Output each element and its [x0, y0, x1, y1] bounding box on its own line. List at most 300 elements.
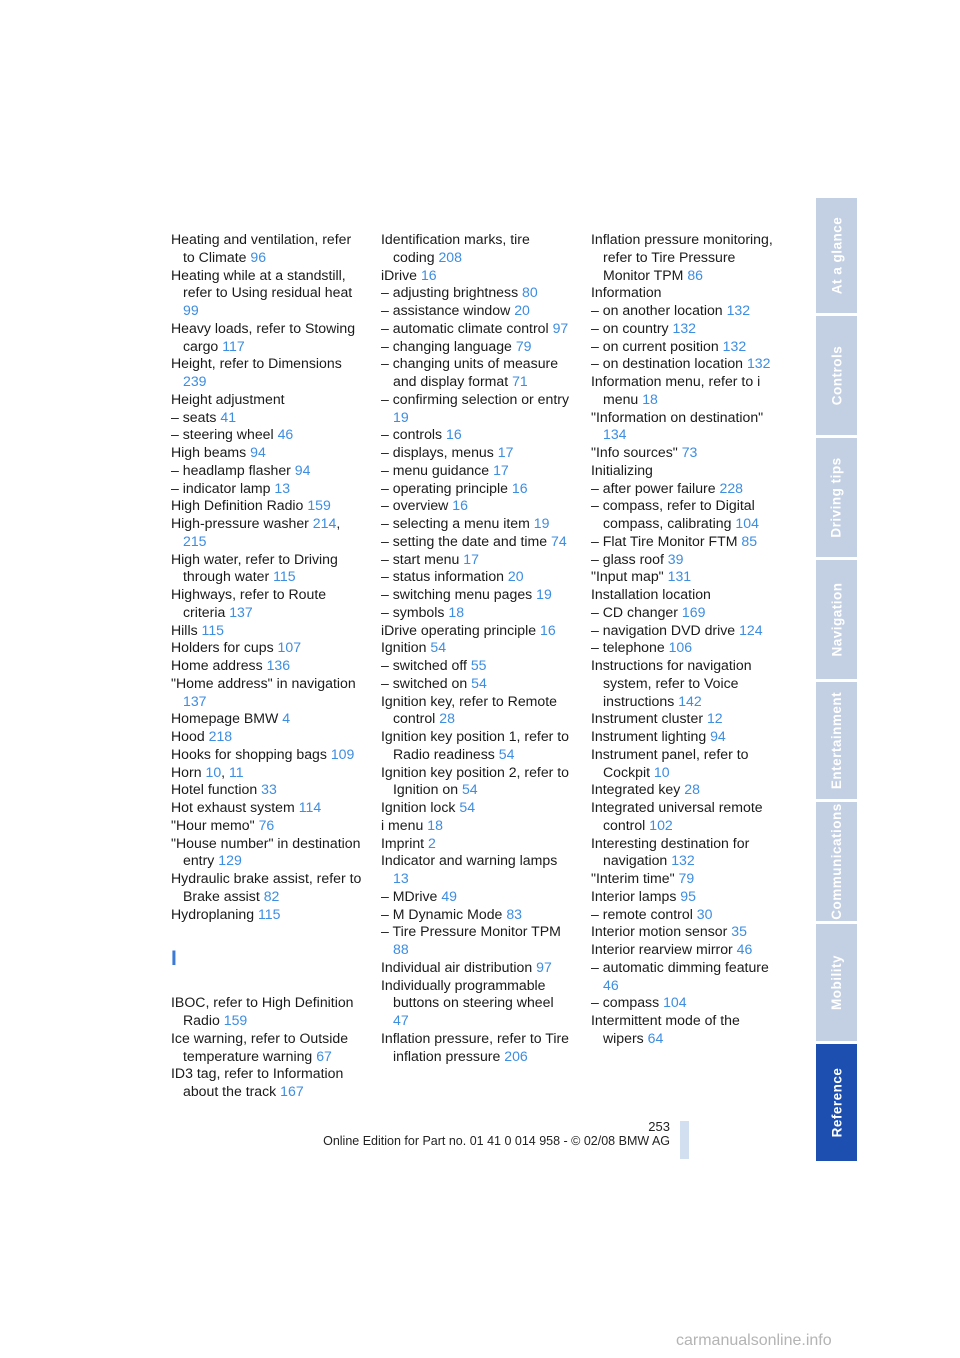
- index-entry-term: – selecting a menu item: [381, 515, 530, 531]
- page-link[interactable]: 13: [393, 870, 409, 886]
- page-number: 253: [648, 1119, 670, 1134]
- index-entry-term: "Interim time": [591, 870, 675, 886]
- page-separator: ,: [221, 763, 230, 780]
- page-link[interactable]: 124: [739, 621, 763, 638]
- index-entry-term: i menu: [381, 816, 424, 833]
- index-entry-term: – navigation DVD drive: [591, 621, 736, 638]
- index-entry: [171, 355, 363, 391]
- index-entry: [381, 515, 573, 533]
- index-entry-term: – setting the date and time: [381, 532, 548, 549]
- watermark: carmanualsonline.info: [676, 1332, 832, 1349]
- index-entry-term: – after power failure: [591, 479, 716, 496]
- page-link[interactable]: 134: [603, 426, 627, 443]
- index-entry-term: Highways, refer to Route criteria: [171, 586, 327, 620]
- page-link[interactable]: 104: [735, 515, 759, 531]
- page-link[interactable]: 132: [671, 852, 695, 869]
- index-entry-term: – overview: [381, 497, 449, 514]
- index-entry-term: Inflation pressure, refer to Tire inflation pressure: [381, 1029, 570, 1064]
- index-entry: [591, 568, 783, 586]
- index-entry: [591, 338, 783, 356]
- page-link[interactable]: 94: [710, 728, 726, 744]
- section-tab-label: Controls: [829, 345, 844, 406]
- index-entry: [591, 835, 783, 871]
- page-link[interactable]: 132: [672, 319, 697, 336]
- index-entry-term: – on country: [591, 319, 669, 336]
- page-link[interactable]: 132: [722, 337, 747, 354]
- page-link[interactable]: 129: [218, 852, 242, 869]
- page-link[interactable]: 55: [470, 657, 487, 673]
- index-entry-term: – Tire Pressure Monitor TPM: [381, 923, 561, 940]
- section-tab-navigation[interactable]: [816, 560, 857, 679]
- page-link[interactable]: 16: [511, 479, 528, 496]
- page-link[interactable]: 136: [266, 657, 291, 673]
- index-entry: [591, 551, 783, 569]
- index-entry: [171, 231, 363, 267]
- page-link[interactable]: 20: [514, 302, 530, 318]
- index-entry-term: – menu guidance: [381, 461, 490, 478]
- index-entry: [171, 586, 363, 622]
- index-entry-term: – switched off: [381, 657, 467, 673]
- index-entry-term: Ignition key position 1, refer to Radio readiness: [381, 728, 570, 762]
- page-link[interactable]: 41: [220, 408, 237, 425]
- section-tab-label: Mobility: [829, 955, 844, 1010]
- edition-note: Online Edition for Part no. 01 41 0 014 958 - © 02/08 BMW AG: [323, 1134, 670, 1148]
- page-link[interactable]: 106: [668, 639, 693, 656]
- page-link[interactable]: 13: [274, 479, 291, 496]
- index-entry: [171, 994, 363, 1030]
- index-entry: [171, 551, 363, 587]
- index-entry-term: – on current position: [591, 337, 719, 354]
- page-link[interactable]: 88: [393, 941, 409, 957]
- page-link[interactable]: 79: [515, 337, 532, 354]
- page-link[interactable]: 132: [746, 355, 771, 372]
- index-entry: [171, 781, 363, 799]
- section-tab-at-a-glance[interactable]: [816, 198, 857, 313]
- page-link[interactable]: 159: [223, 1012, 248, 1028]
- index-entry: [591, 923, 783, 941]
- page-link[interactable]: 19: [533, 515, 550, 531]
- index-entry-term: – changing language: [381, 337, 512, 354]
- page-link[interactable]: 12: [706, 710, 723, 727]
- index-entry-term: – start menu: [381, 550, 460, 567]
- page-link[interactable]: 142: [678, 692, 702, 709]
- page-link[interactable]: 218: [208, 728, 233, 744]
- index-entry: [381, 320, 573, 338]
- page-link[interactable]: 18: [642, 390, 658, 407]
- index-entry-term: Height, refer to Dimensions: [171, 355, 342, 372]
- page-link[interactable]: 28: [439, 710, 455, 727]
- index-entry: [591, 888, 783, 906]
- index-entry: [381, 355, 573, 391]
- index-entry-term: High Definition Radio: [171, 497, 304, 514]
- index-entry: [381, 338, 573, 356]
- page-link[interactable]: 20: [507, 568, 524, 585]
- index-entry-term: iDrive operating principle: [381, 621, 537, 638]
- index-entry-term: – CD changer: [591, 603, 678, 620]
- page-link[interactable]: 28: [684, 781, 700, 798]
- page-link[interactable]: 54: [471, 674, 487, 691]
- page-link[interactable]: 18: [427, 816, 443, 833]
- page-link[interactable]: 33: [261, 781, 277, 798]
- page-link[interactable]: 79: [678, 870, 695, 886]
- index-entry: [591, 959, 783, 995]
- section-tab-entertainment[interactable]: [816, 682, 857, 799]
- index-entry: [591, 994, 783, 1012]
- index-entry-term: – controls: [381, 426, 443, 443]
- index-entry: [171, 1065, 363, 1101]
- index-entry-term: – assistance window: [381, 302, 511, 318]
- index-entry: [381, 497, 573, 515]
- page-link[interactable]: 47: [393, 1012, 409, 1028]
- index-entry-term: – remote control: [591, 905, 693, 922]
- index-entry: [591, 444, 783, 462]
- section-tab-label: Navigation: [829, 582, 845, 657]
- index-entry: [381, 959, 573, 977]
- section-tab-label: Communications: [829, 803, 845, 920]
- page-link[interactable]: 16: [420, 266, 437, 283]
- page-link[interactable]: 97: [536, 958, 552, 975]
- page-link[interactable]: 10: [205, 763, 222, 780]
- index-entry: [591, 622, 783, 640]
- page-link[interactable]: 117: [222, 337, 245, 354]
- index-entry-term: Instructions for navigation system, refer to Voice instructions: [591, 657, 752, 709]
- index-entry: [591, 497, 783, 533]
- index-entry: [171, 391, 363, 409]
- index-entry-term: Initializing: [591, 461, 653, 478]
- page-link[interactable]: 109: [330, 745, 355, 762]
- index-entry: [381, 639, 573, 657]
- index-entry-term: Hydraulic brake assist, refer to Brake assist: [171, 870, 362, 904]
- index-entry: [381, 852, 573, 888]
- page-link[interactable]: 46: [277, 426, 294, 443]
- index-entry-term: – operating principle: [381, 479, 508, 496]
- index-entry-term: Interior rearview mirror: [591, 941, 733, 957]
- page-link[interactable]: 96: [250, 248, 267, 265]
- section-tab-label: Reference: [829, 1067, 845, 1138]
- index-entry-term: Inflation pressure monitoring, refer to Tire Pressure Monitor TPM: [591, 231, 773, 283]
- page-link[interactable]: 35: [731, 923, 747, 940]
- index-entry: [381, 426, 573, 444]
- page-link[interactable]: 167: [280, 1083, 304, 1099]
- page-link[interactable]: 214: [312, 515, 337, 531]
- index-entry: [591, 870, 783, 888]
- index-entry-term: "House number" in destination entry: [171, 834, 361, 869]
- section-tab-label: Driving tips: [829, 457, 845, 538]
- page-link[interactable]: 83: [506, 905, 523, 922]
- page-link[interactable]: 39: [667, 550, 684, 567]
- index-entry-term: Ice warning, refer to Outside temperature warning: [171, 1029, 349, 1064]
- page-link[interactable]: 82: [263, 887, 280, 904]
- section-tab-label: Entertainment: [829, 691, 845, 790]
- page-link[interactable]: 16: [446, 426, 462, 443]
- page-link[interactable]: 115: [273, 568, 296, 585]
- page-link[interactable]: 114: [298, 799, 322, 815]
- index-entry: [171, 799, 363, 817]
- page-link[interactable]: 74: [551, 532, 567, 549]
- index-entry-term: – seats: [171, 408, 217, 425]
- index-entry: [381, 302, 573, 320]
- index-entry-term: Instrument panel, refer to Cockpit: [591, 745, 749, 780]
- section-tab-communications[interactable]: [816, 802, 857, 921]
- page-link[interactable]: 4: [282, 710, 291, 727]
- index-entry-term: Instrument cluster: [591, 710, 704, 727]
- index-entry: [381, 1030, 573, 1066]
- index-entry: [381, 568, 573, 586]
- index-entry-term: Identification marks, tire coding: [381, 231, 530, 265]
- page-link[interactable]: 208: [438, 248, 462, 265]
- index-entry-term: "Information on destination": [591, 408, 764, 425]
- index-entry: [381, 284, 573, 302]
- index-entry-term: – headlamp flasher: [171, 461, 291, 478]
- index-entry: [591, 906, 783, 924]
- index-entry: [381, 622, 573, 640]
- index-entry-term: Integrated key: [591, 781, 681, 798]
- page-link[interactable]: 71: [512, 373, 528, 389]
- page-link[interactable]: 239: [183, 373, 207, 389]
- index-entry-term: – status information: [381, 568, 504, 585]
- index-column-3: [591, 231, 783, 1048]
- index-entry-term: Heavy loads, refer to Stowing cargo: [171, 319, 356, 354]
- index-entry: [171, 462, 363, 480]
- page-link[interactable]: 132: [726, 302, 751, 318]
- index-entry: [171, 320, 363, 356]
- index-entry: [381, 817, 573, 835]
- index-entry-term: – switching menu pages: [381, 586, 533, 602]
- index-entry: [171, 622, 363, 640]
- index-entry-term: Homepage BMW: [171, 710, 279, 727]
- index-entry: [381, 835, 573, 853]
- page-link[interactable]: 19: [393, 408, 409, 425]
- page-link[interactable]: 80: [522, 284, 538, 301]
- page-link[interactable]: 46: [603, 976, 619, 993]
- page-link[interactable]: 46: [736, 941, 753, 957]
- index-entry-term: Hooks for shopping bags: [171, 745, 327, 762]
- index-entry: [171, 817, 363, 835]
- index-entry-term: – telephone: [591, 639, 665, 656]
- page-link[interactable]: 67: [316, 1047, 332, 1064]
- index-entry-term: Ignition key position 2, refer to Ignition on: [381, 763, 570, 798]
- index-entry-term: – Flat Tire Monitor FTM: [591, 532, 738, 549]
- index-entry-term: Hood: [171, 728, 205, 744]
- index-entry: [171, 746, 363, 764]
- page-link[interactable]: 54: [498, 745, 515, 762]
- index-entry: [591, 781, 783, 799]
- page-link[interactable]: 85: [741, 532, 758, 549]
- index-entry-term: iDrive: [381, 266, 418, 283]
- index-entry: [381, 923, 573, 959]
- index-entry: [171, 870, 363, 906]
- section-tabs: [816, 198, 857, 1164]
- page-link[interactable]: 16: [452, 497, 468, 514]
- index-entry-term: "Hour memo": [171, 816, 255, 833]
- section-tab-reference[interactable]: [816, 1044, 857, 1161]
- index-entry: [591, 728, 783, 746]
- index-entry-term: – adjusting brightness: [381, 284, 519, 301]
- index-entry-term: Horn: [171, 763, 202, 780]
- page-link[interactable]: 94: [250, 444, 266, 460]
- page-link[interactable]: 159: [307, 497, 331, 514]
- index-entry: [591, 533, 783, 551]
- index-entry: [591, 604, 783, 622]
- index-entry-term: Hotel function: [171, 781, 258, 798]
- index-entry-term: "Home address" in navigation: [171, 674, 356, 691]
- index-entry-term: Intermittent mode of the wipers: [591, 1012, 740, 1046]
- section-tab-mobility[interactable]: [816, 924, 857, 1041]
- index-entry: [381, 888, 573, 906]
- index-column-2: [381, 231, 573, 1065]
- index-entry: [381, 391, 573, 427]
- page-link[interactable]: 10: [653, 763, 670, 780]
- page-link[interactable]: 54: [430, 639, 447, 656]
- page-link[interactable]: 17: [493, 461, 509, 478]
- page-link[interactable]: 228: [719, 479, 743, 496]
- index-entry: [171, 764, 363, 782]
- index-entry-term: ID3 tag, refer to Information about the track: [171, 1065, 344, 1099]
- index-entry: [591, 746, 783, 782]
- index-entry-term: Heating and ventilation, refer to Climate: [171, 231, 352, 265]
- index-entry: [381, 480, 573, 498]
- index-entry: [591, 480, 783, 498]
- page-link[interactable]: 49: [441, 887, 457, 904]
- index-entry: [381, 533, 573, 551]
- index-entry-term: Interior lamps: [591, 887, 677, 904]
- page-link[interactable]: 11: [229, 763, 244, 780]
- page-link[interactable]: 2: [428, 834, 436, 851]
- index-entry-term: Hot exhaust system: [171, 799, 295, 815]
- page-link[interactable]: 16: [540, 621, 556, 638]
- page-link[interactable]: 94: [294, 461, 311, 478]
- page-link[interactable]: 18: [448, 603, 465, 620]
- index-entry: [591, 710, 783, 728]
- index-column-1: [171, 231, 363, 1101]
- page-link[interactable]: 17: [463, 550, 479, 567]
- page-link[interactable]: 76: [258, 816, 275, 833]
- page-link[interactable]: 215: [183, 532, 207, 549]
- index-entry-term: High-pressure washer: [171, 515, 309, 531]
- index-entry-term: Interesting destination for navigation: [591, 834, 750, 869]
- page-link[interactable]: 206: [504, 1047, 528, 1064]
- index-entry: [591, 1012, 783, 1048]
- index-entry: [171, 906, 363, 924]
- index-entry: [171, 515, 363, 551]
- index-entry: [591, 586, 783, 604]
- page-link[interactable]: 137: [229, 603, 253, 620]
- index-entry-term: Information menu, refer to i menu: [591, 373, 761, 407]
- index-entry-term: Height adjustment: [171, 390, 285, 407]
- index-entry: [381, 586, 573, 604]
- page-link[interactable]: 54: [459, 799, 476, 815]
- index-entry: [381, 462, 573, 480]
- footer-accent-bar: [680, 1121, 689, 1159]
- index-entry-term: Hills: [171, 621, 198, 638]
- index-entry-term: IBOC, refer to High Definition Radio: [171, 994, 354, 1028]
- page-link[interactable]: 115: [257, 905, 281, 922]
- index-entry: [171, 409, 363, 427]
- index-entry-term: – MDrive: [381, 887, 438, 904]
- index-entry: [171, 710, 363, 728]
- page-link[interactable]: 131: [667, 568, 692, 585]
- index-entry: [591, 941, 783, 959]
- page-link[interactable]: 95: [680, 887, 696, 904]
- index-entry: [171, 480, 363, 498]
- page-link[interactable]: 54: [461, 781, 478, 798]
- index-entry: [171, 657, 363, 675]
- index-entry-term: Ignition lock: [381, 799, 456, 815]
- index-entry: [381, 444, 573, 462]
- page-link[interactable]: 64: [647, 1029, 664, 1046]
- index-entry: [381, 657, 573, 675]
- index-entry-term: – switched on: [381, 674, 468, 691]
- index-entry: [381, 906, 573, 924]
- index-entry: [381, 728, 573, 764]
- index-entry: [171, 267, 363, 320]
- index-entry-term: Installation location: [591, 586, 711, 602]
- index-entry: [591, 657, 783, 710]
- index-entry: [591, 231, 783, 284]
- index-entry: [381, 764, 573, 800]
- page-link[interactable]: 73: [681, 444, 698, 460]
- index-entry: [171, 497, 363, 515]
- index-entry-term: Holders for cups: [171, 639, 274, 656]
- page-link[interactable]: 86: [687, 266, 704, 283]
- index-entry: [381, 267, 573, 285]
- page-link[interactable]: 17: [497, 444, 514, 460]
- index-entry-term: – steering wheel: [171, 426, 274, 443]
- page-link[interactable]: 97: [552, 319, 569, 336]
- index-entry: [381, 977, 573, 1030]
- page-link[interactable]: 99: [183, 302, 199, 318]
- index-entry: [171, 444, 363, 462]
- index-entry-term: – glass roof: [591, 550, 664, 567]
- index-entry: [591, 355, 783, 373]
- index-entry: [591, 462, 783, 480]
- section-letter-heading: I: [171, 947, 177, 971]
- page-link[interactable]: 107: [277, 639, 302, 656]
- index-entry-term: Information: [591, 284, 662, 301]
- index-entry: [591, 799, 783, 835]
- section-tab-controls[interactable]: [816, 316, 857, 435]
- page-link[interactable]: 30: [696, 905, 713, 922]
- page-link[interactable]: 115: [201, 621, 225, 638]
- index-entry: [381, 231, 573, 267]
- index-entry: [381, 551, 573, 569]
- index-entry: [381, 675, 573, 693]
- index-entry-term: – compass: [591, 994, 660, 1011]
- page-link[interactable]: 19: [536, 586, 552, 602]
- index-entry-term: High water, refer to Driving through water: [171, 550, 338, 585]
- index-entry: [591, 409, 783, 445]
- index-entry-term: – symbols: [381, 603, 445, 620]
- index-entry-term: Individual air distribution: [381, 958, 533, 975]
- index-entry: [171, 639, 363, 657]
- index-entry-term: Instrument lighting: [591, 728, 707, 744]
- page-link[interactable]: 169: [681, 603, 706, 620]
- section-tab-driving-tips[interactable]: [816, 438, 857, 557]
- page-separator: ,: [336, 515, 341, 531]
- index-entry: [591, 373, 783, 409]
- index-entry: [591, 639, 783, 657]
- index-entry-term: Imprint: [381, 834, 425, 851]
- index-entry: [171, 675, 363, 711]
- index-entry-term: "Input map": [591, 568, 664, 585]
- page-link[interactable]: 104: [663, 994, 687, 1011]
- index-entry: [591, 284, 783, 302]
- index-entry-term: – confirming selection or entry: [381, 390, 570, 407]
- page-link[interactable]: 137: [183, 692, 207, 709]
- page-link[interactable]: 102: [649, 816, 673, 833]
- index-entry-term: Hydroplaning: [171, 905, 255, 922]
- index-entry-term: – changing units of measure and display format: [381, 355, 559, 389]
